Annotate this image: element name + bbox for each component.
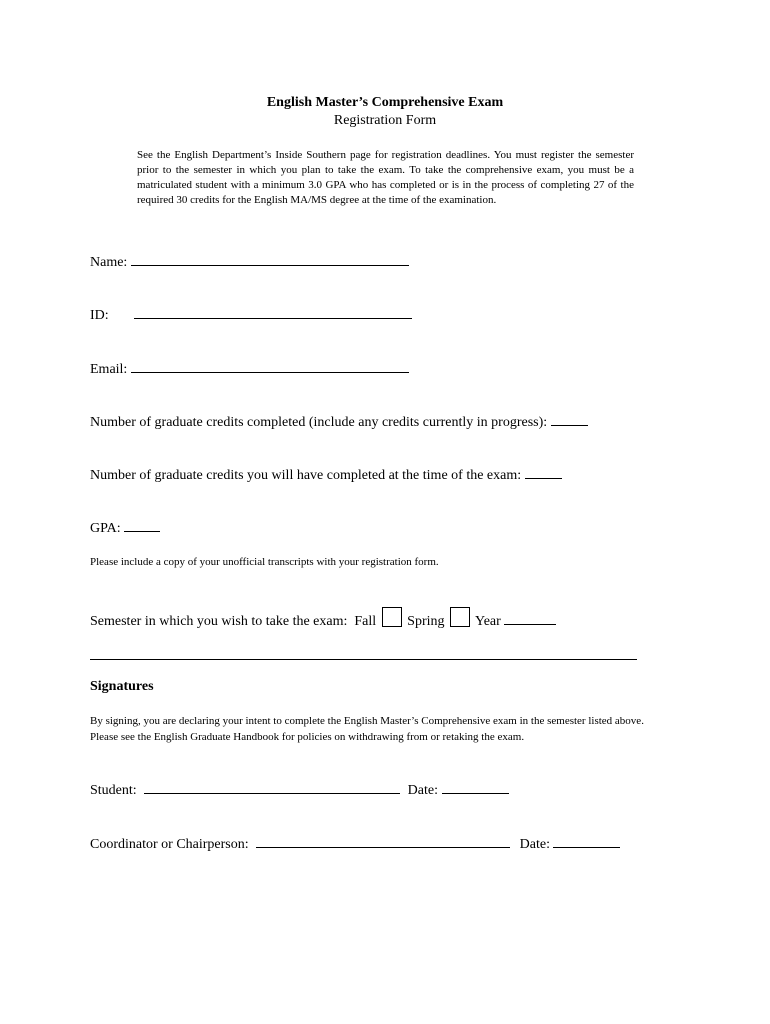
spring-label: Spring <box>407 614 445 629</box>
credits-exam-field[interactable] <box>525 466 562 479</box>
semester-row <box>90 607 556 630</box>
section-divider <box>90 659 637 660</box>
student-signature-row <box>90 781 509 799</box>
transcript-note: Please include a copy of your unofficial transcripts with your registration form. <box>90 556 439 568</box>
email-row <box>90 360 409 378</box>
semester-label: Semester in which you wish to take the exam: <box>90 614 348 629</box>
coordinator-date-field[interactable] <box>553 835 620 848</box>
coordinator-signature-row <box>90 835 620 853</box>
id-field[interactable] <box>134 306 412 319</box>
credits-exam-row <box>90 466 562 484</box>
signatures-heading: Signatures <box>90 679 154 694</box>
name-label: Name: <box>90 255 128 270</box>
form-subtitle: Registration Form <box>333 113 437 128</box>
signatures-text: By signing, you are declaring your intent to complete the English Master’s Comprehensive exam in the semester listed above. Please see the English Graduate Handbook for policies on withdrawing from or retaking the exam. <box>90 715 644 743</box>
intro-paragraph: See the English Department’s Inside Southern page for registration deadlines. You must register the semester prior to the semester in which you plan to take the exam. To take the comprehensive exam, you must be a matriculated student with a minimum 3.0 GPA who has completed or is in the process of completing 27 of the required 30 credits for the English MA/MS degree at the time of the examination. <box>137 149 634 206</box>
credits-completed-row <box>90 413 588 431</box>
coordinator-date-label: Date: <box>519 837 550 852</box>
year-field[interactable] <box>504 612 556 625</box>
credits-exam-label: Number of graduate credits you will have completed at the time of the exam: <box>90 468 522 483</box>
name-row <box>90 253 409 271</box>
fall-label: Fall <box>354 614 377 629</box>
credits-completed-field[interactable] <box>551 413 588 426</box>
coordinator-signature-field[interactable] <box>256 835 510 848</box>
year-label: Year <box>475 614 501 629</box>
email-field[interactable] <box>131 360 409 373</box>
id-row <box>90 306 412 324</box>
spring-checkbox[interactable] <box>450 607 470 627</box>
email-label: Email: <box>90 362 128 377</box>
coordinator-label: Coordinator or Chairperson: <box>90 837 249 852</box>
student-date-field[interactable] <box>442 781 509 794</box>
student-date-label: Date: <box>407 783 438 798</box>
id-label: ID: <box>90 308 109 323</box>
name-field[interactable] <box>131 253 409 266</box>
gpa-label: GPA: <box>90 521 121 536</box>
gpa-field[interactable] <box>124 519 160 532</box>
student-label: Student: <box>90 783 137 798</box>
form-title: English Master’s Comprehensive Exam <box>266 95 504 110</box>
fall-checkbox[interactable] <box>382 607 402 627</box>
student-signature-field[interactable] <box>144 781 400 794</box>
gpa-row <box>90 519 160 537</box>
credits-completed-label: Number of graduate credits completed (include any credits currently in progress): <box>90 415 548 430</box>
